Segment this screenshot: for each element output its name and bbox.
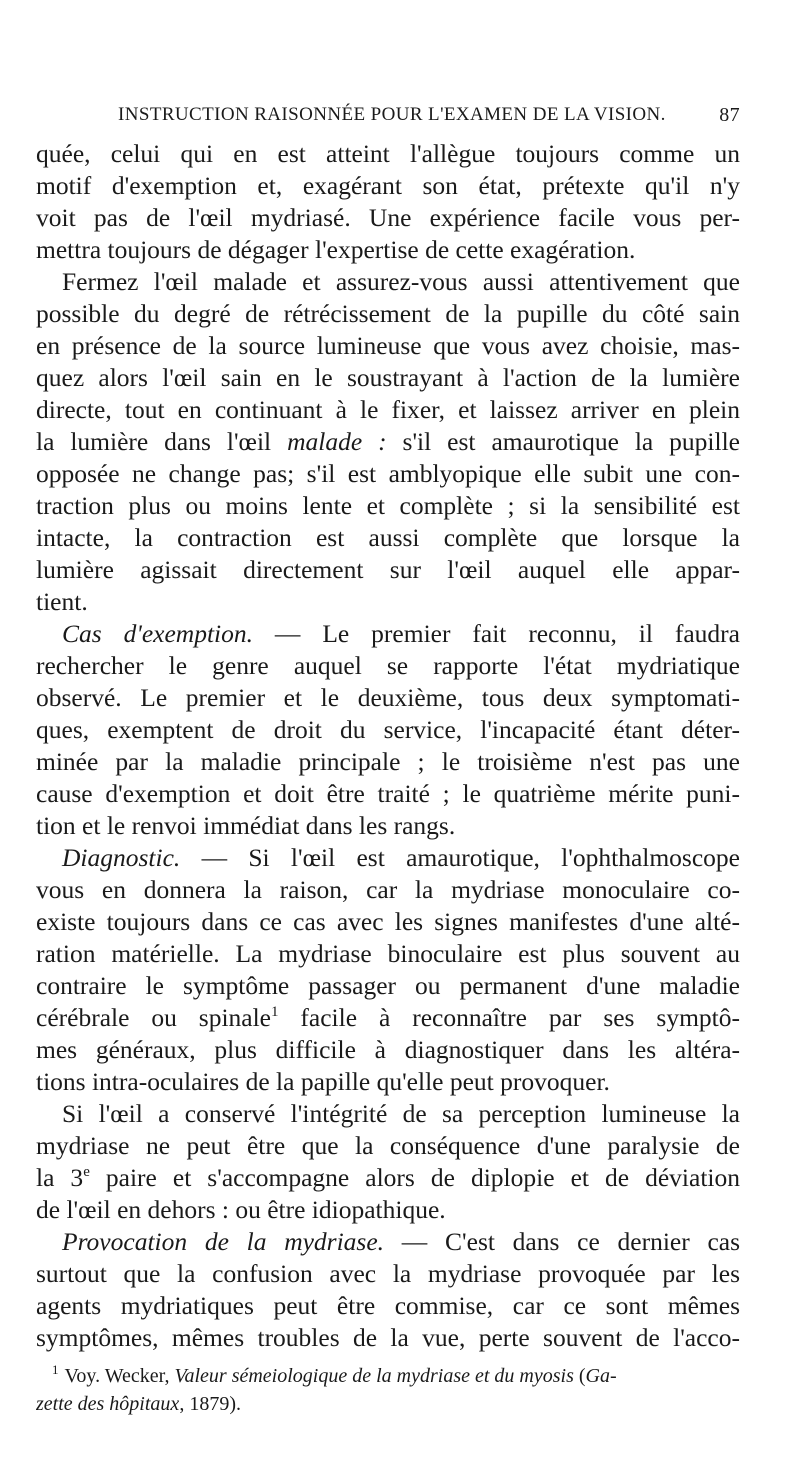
text-segment: — Le premier fait reconnu, il faudra — [252, 619, 740, 648]
text-line: cause d'exemption et doit être traité ; le quatrième mérite puni- — [36, 779, 740, 808]
text-line: quez alors l'œil sain en le soustrayant à l'action de la lumière — [36, 363, 740, 392]
text-segment: la 3 — [36, 1163, 84, 1192]
footnote-reference: 1 — [271, 1004, 279, 1020]
text-line — [36, 1162, 740, 1194]
journal-title: zette des hôpitaux — [36, 1393, 180, 1415]
text-line: Fermez l'œil malade et assurez-vous aussi attentivement que — [62, 267, 740, 296]
ordinal-suffix: e — [83, 1164, 90, 1180]
text-segment: — C'est dans ce dernier cas — [384, 1227, 740, 1256]
text-line: rechercher le genre auquel se rapporte l'état mydriatique — [36, 651, 740, 680]
text-line: motif d'exemption et, exagérant son état, prétexte qu'il n'y — [36, 171, 740, 200]
text-line: tion et le renvoi immédiat dans les rangs. — [36, 811, 456, 840]
text-line: ration matérielle. La mydriase binoculaire est plus souvent au — [36, 939, 740, 968]
section-heading: Provocation de la mydriase. — [62, 1227, 385, 1256]
text-line: Si l'œil a conservé l'intégrité de sa perception lumineuse la — [62, 1099, 740, 1128]
text-segment: ( — [573, 1365, 586, 1387]
italic-word: malade : — [287, 427, 387, 456]
text-line: voit pas de l'œil mydriasé. Une expérience facile vous per- — [36, 203, 740, 232]
text-line — [36, 842, 740, 874]
section-heading: Cas d'exemption. — [62, 619, 253, 648]
footnote-marker: 1 — [52, 1362, 59, 1377]
text-line — [36, 1002, 740, 1034]
text-segment: facile à reconnaître par ses symptô- — [278, 1003, 740, 1032]
section-heading: Diagnostic. — [62, 843, 181, 872]
text-line: mes généraux, plus difficile à diagnostiquer dans les altéra- — [36, 1035, 740, 1064]
body-text — [36, 138, 740, 1354]
journal-title: Ga- — [585, 1365, 617, 1387]
text-line: directe, tout en continuant à le fixer, et laissez arriver en plein — [36, 395, 740, 424]
text-line: surtout que la confusion avec la mydriase provoquée par les — [36, 1259, 740, 1288]
text-line: ques, exemptent de droit du service, l'incapacité étant déter- — [36, 715, 740, 744]
text-segment: — Si l'œil est amaurotique, l'ophthalmoscope — [180, 843, 740, 872]
text-line: mettra toujours de dégager l'expertise de cette exagération. — [36, 235, 636, 264]
text-segment: la lumière dans l'œil — [36, 427, 288, 456]
text-line: vous en donnera la raison, car la mydriase monoculaire co- — [36, 875, 740, 904]
text-segment: cérébrale ou spinale — [36, 1003, 271, 1032]
running-head-title: INSTRUCTION RAISONNÉE POUR L'EXAMEN DE LA VISION. — [118, 104, 666, 125]
running-head — [118, 100, 740, 130]
text-line: de l'œil en dehors : ou être idiopathique. — [36, 1195, 446, 1224]
text-line: quée, celui qui en est atteint l'allègue toujours comme un — [36, 139, 740, 168]
text-line: mydriase ne peut être que la conséquence d'une paralysie de — [36, 1131, 740, 1160]
text-line: contraire le symptôme passager ou permanent d'une maladie — [36, 971, 740, 1000]
text-line: intacte, la contraction est aussi complète que lorsque la — [36, 523, 740, 552]
text-line: existe toujours dans ce cas avec les signes manifestes d'une alté- — [36, 907, 740, 936]
text-line — [36, 618, 740, 650]
citation-title: Valeur sémeiologique de la mydriase et du myosis — [174, 1365, 574, 1387]
footnote-line — [36, 1362, 740, 1390]
text-line: tient. — [36, 587, 88, 616]
page-number: 87 — [719, 104, 740, 126]
text-segment: paire et s'accompagne alors de diplopie et de déviation — [89, 1163, 740, 1192]
text-segment: , 1879). — [179, 1393, 241, 1415]
footnote — [36, 1362, 740, 1418]
text-line: minée par la maladie principale ; le troisième n'est pas une — [36, 747, 740, 776]
text-line: en présence de la source lumineuse que vous avez choisie, mas- — [36, 331, 740, 360]
text-line: opposée ne change pas; s'il est amblyopique elle subit une con- — [36, 459, 740, 488]
text-line: lumière agissait directement sur l'œil auquel elle appar- — [36, 555, 740, 584]
text-line: tions intra-oculaires de la papille qu'elle peut provoquer. — [36, 1067, 610, 1096]
text-segment: Voy. Wecker, — [64, 1365, 175, 1387]
text-line — [36, 426, 740, 458]
text-line: symptômes, mêmes troubles de la vue, perte souvent de l'acco- — [36, 1323, 740, 1352]
text-line: possible du degré de rétrécissement de la pupille du côté sain — [36, 299, 740, 328]
text-line: observé. Le premier et le deuxième, tous deux symptomati- — [36, 683, 740, 712]
footnote-line — [36, 1390, 740, 1418]
text-line: agents mydriatiques peut être commise, car ce sont mêmes — [36, 1291, 740, 1320]
text-line: traction plus ou moins lente et complète ; si la sensibilité est — [36, 491, 740, 520]
text-segment: s'il est amaurotique la pupille — [386, 427, 740, 456]
text-line — [36, 1226, 740, 1258]
